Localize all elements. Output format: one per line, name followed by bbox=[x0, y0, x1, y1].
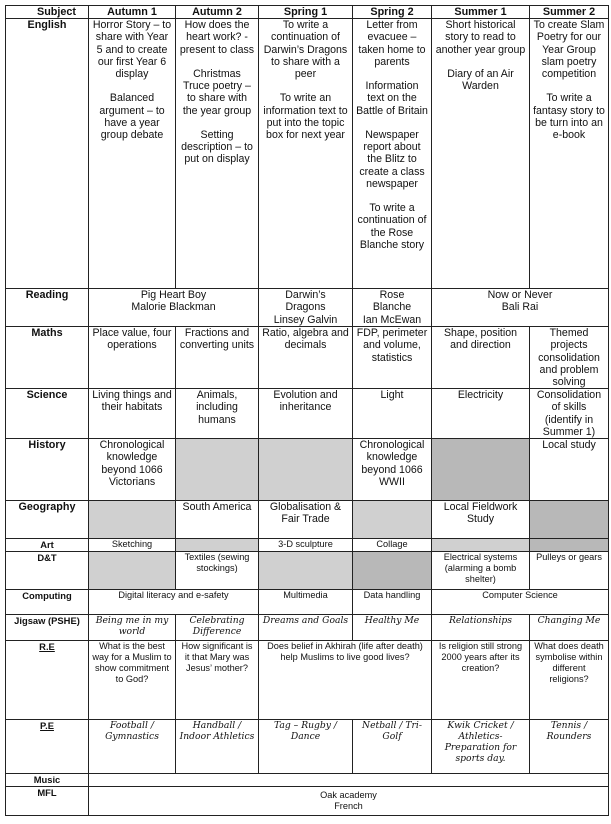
maths-cell: Shape, position and direction bbox=[432, 327, 530, 389]
history-cell-empty bbox=[176, 439, 259, 501]
re-spring: Does belief in Akhirah (life after death) help Muslims to live good lives? bbox=[259, 641, 432, 720]
dt-cell: Textiles (sewing stockings) bbox=[176, 552, 259, 590]
pe-cell: Handball / Indoor Athletics bbox=[176, 720, 259, 774]
jigsaw-row bbox=[6, 615, 609, 641]
subject-pe: P.E bbox=[6, 720, 89, 774]
jigsaw-cell: Relationships bbox=[432, 615, 530, 641]
maths-cell: FDP, perimeter and volume, statistics bbox=[353, 327, 432, 389]
reading-spring1: Darwin’s Dragons Linsey Galvin bbox=[259, 289, 353, 327]
english-cell: How does the heart work? - present to class Christmas Truce poetry – to share with the year group Setting description – to put on display bbox=[176, 19, 259, 289]
pe-cell: Football / Gymnastics bbox=[89, 720, 176, 774]
subject-dt: D&T bbox=[6, 552, 89, 590]
jigsaw-cell: Healthy Me bbox=[353, 615, 432, 641]
science-cell: Consolidation of skills (identify in Summer 1) bbox=[530, 389, 609, 439]
header-term: Autumn 1 bbox=[89, 6, 176, 19]
dt-cell-empty bbox=[89, 552, 176, 590]
subject-jigsaw: Jigsaw (PSHE) bbox=[6, 615, 89, 641]
art-cell: Sketching bbox=[89, 539, 176, 552]
art-cell-empty bbox=[432, 539, 530, 552]
reading-autumn: Pig Heart Boy Malorie Blackman bbox=[89, 289, 259, 327]
mfl-cell: Oak academy French bbox=[89, 787, 609, 816]
maths-cell: Ratio, algebra and decimals bbox=[259, 327, 353, 389]
music-row bbox=[6, 774, 609, 787]
mfl-row bbox=[6, 787, 609, 816]
geography-cell: Globalisation & Fair Trade bbox=[259, 501, 353, 539]
history-row bbox=[6, 439, 609, 501]
reading-summer: Now or Never Bali Rai bbox=[432, 289, 609, 327]
subject-computing: Computing bbox=[6, 590, 89, 615]
geography-cell-empty bbox=[353, 501, 432, 539]
computing-spring2: Data handling bbox=[353, 590, 432, 615]
computing-autumn: Digital literacy and e-safety bbox=[89, 590, 259, 615]
history-cell: Chronological knowledge beyond 1066 Victorians bbox=[89, 439, 176, 501]
header-term: Autumn 2 bbox=[176, 6, 259, 19]
computing-spring1: Multimedia bbox=[259, 590, 353, 615]
pe-row bbox=[6, 720, 609, 774]
jigsaw-cell: Dreams and Goals bbox=[259, 615, 353, 641]
maths-cell: Themed projects consolidation and problem solving bbox=[530, 327, 609, 389]
geography-cell: South America bbox=[176, 501, 259, 539]
re-summer1: Is religion still strong 2000 years after its creation? bbox=[432, 641, 530, 720]
maths-cell: Place value, four operations bbox=[89, 327, 176, 389]
jigsaw-cell: Changing Me bbox=[530, 615, 609, 641]
subject-maths: Maths bbox=[6, 327, 89, 389]
geography-cell: Local Fieldwork Study bbox=[432, 501, 530, 539]
re-summer2: What does death symbolise within different religions? bbox=[530, 641, 609, 720]
jigsaw-cell: Celebrating Difference bbox=[176, 615, 259, 641]
art-cell-empty bbox=[176, 539, 259, 552]
computing-row bbox=[6, 590, 609, 615]
re-autumn1: What is the best way for a Muslim to show commitment to God? bbox=[89, 641, 176, 720]
jigsaw-cell: Being me in my world bbox=[89, 615, 176, 641]
dt-cell-empty bbox=[259, 552, 353, 590]
science-cell: Animals, including humans bbox=[176, 389, 259, 439]
science-row bbox=[6, 389, 609, 439]
pe-cell: Kwik Cricket / Athletics- Preparation for sports day. bbox=[432, 720, 530, 774]
subject-re: R.E bbox=[6, 641, 89, 720]
history-cell: Chronological knowledge beyond 1066 WWII bbox=[353, 439, 432, 501]
maths-cell: Fractions and converting units bbox=[176, 327, 259, 389]
subject-reading: Reading bbox=[6, 289, 89, 327]
subject-history: History bbox=[6, 439, 89, 501]
science-cell: Light bbox=[353, 389, 432, 439]
reading-row bbox=[6, 289, 609, 327]
pe-cell: Tennis / Rounders bbox=[530, 720, 609, 774]
art-cell: Collage bbox=[353, 539, 432, 552]
english-cell: Letter from evacuee – taken home to parents Information text on the Battle of Britain Newspaper report about the Blitz to create a class newspaper To write a continuation of the Rose Blanche story bbox=[353, 19, 432, 289]
art-cell-empty bbox=[530, 539, 609, 552]
geography-cell-empty bbox=[530, 501, 609, 539]
header-subject: Subject bbox=[6, 6, 89, 19]
header-term: Spring 2 bbox=[353, 6, 432, 19]
maths-row bbox=[6, 327, 609, 389]
curriculum-table bbox=[5, 5, 609, 816]
header-term: Summer 2 bbox=[530, 6, 609, 19]
history-cell-empty bbox=[432, 439, 530, 501]
subject-art: Art bbox=[6, 539, 89, 552]
english-cell: Short historical story to read to another year group Diary of an Air Warden bbox=[432, 19, 530, 289]
reading-spring2: Rose Blanche Ian McEwan bbox=[353, 289, 432, 327]
header-term: Spring 1 bbox=[259, 6, 353, 19]
art-cell: 3-D sculpture bbox=[259, 539, 353, 552]
art-row bbox=[6, 539, 609, 552]
geography-cell-empty bbox=[89, 501, 176, 539]
music-cell bbox=[89, 774, 609, 787]
geography-row bbox=[6, 501, 609, 539]
pe-cell: Tag – Rugby / Dance bbox=[259, 720, 353, 774]
header-term: Summer 1 bbox=[432, 6, 530, 19]
subject-geography: Geography bbox=[6, 501, 89, 539]
pe-cell: Netball / Tri-Golf bbox=[353, 720, 432, 774]
history-cell-empty bbox=[259, 439, 353, 501]
english-cell: Horror Story – to share with Year 5 and to create our first Year 6 display Balanced argument – to have a year group debate bbox=[89, 19, 176, 289]
subject-english: English bbox=[6, 19, 89, 289]
science-cell: Living things and their habitats bbox=[89, 389, 176, 439]
english-cell: To create Slam Poetry for our Year Group slam poetry competition To write a fantasy story to be turn into an e-book bbox=[530, 19, 609, 289]
dt-cell: Electrical systems (alarming a bomb shelter) bbox=[432, 552, 530, 590]
dt-row bbox=[6, 552, 609, 590]
dt-cell-empty bbox=[353, 552, 432, 590]
history-cell: Local study bbox=[530, 439, 609, 501]
computing-summer: Computer Science bbox=[432, 590, 609, 615]
english-row bbox=[6, 19, 609, 289]
science-cell: Evolution and inheritance bbox=[259, 389, 353, 439]
subject-mfl: MFL bbox=[6, 787, 89, 816]
header-row bbox=[6, 6, 609, 19]
dt-cell: Pulleys or gears bbox=[530, 552, 609, 590]
science-cell: Electricity bbox=[432, 389, 530, 439]
subject-science: Science bbox=[6, 389, 89, 439]
re-autumn2: How significant is it that Mary was Jesus’ mother? bbox=[176, 641, 259, 720]
re-row bbox=[6, 641, 609, 720]
english-cell: To write a continuation of Darwin’s Dragons to share with a peer To write an information text to put into the topic box for next year bbox=[259, 19, 353, 289]
subject-music: Music bbox=[6, 774, 89, 787]
